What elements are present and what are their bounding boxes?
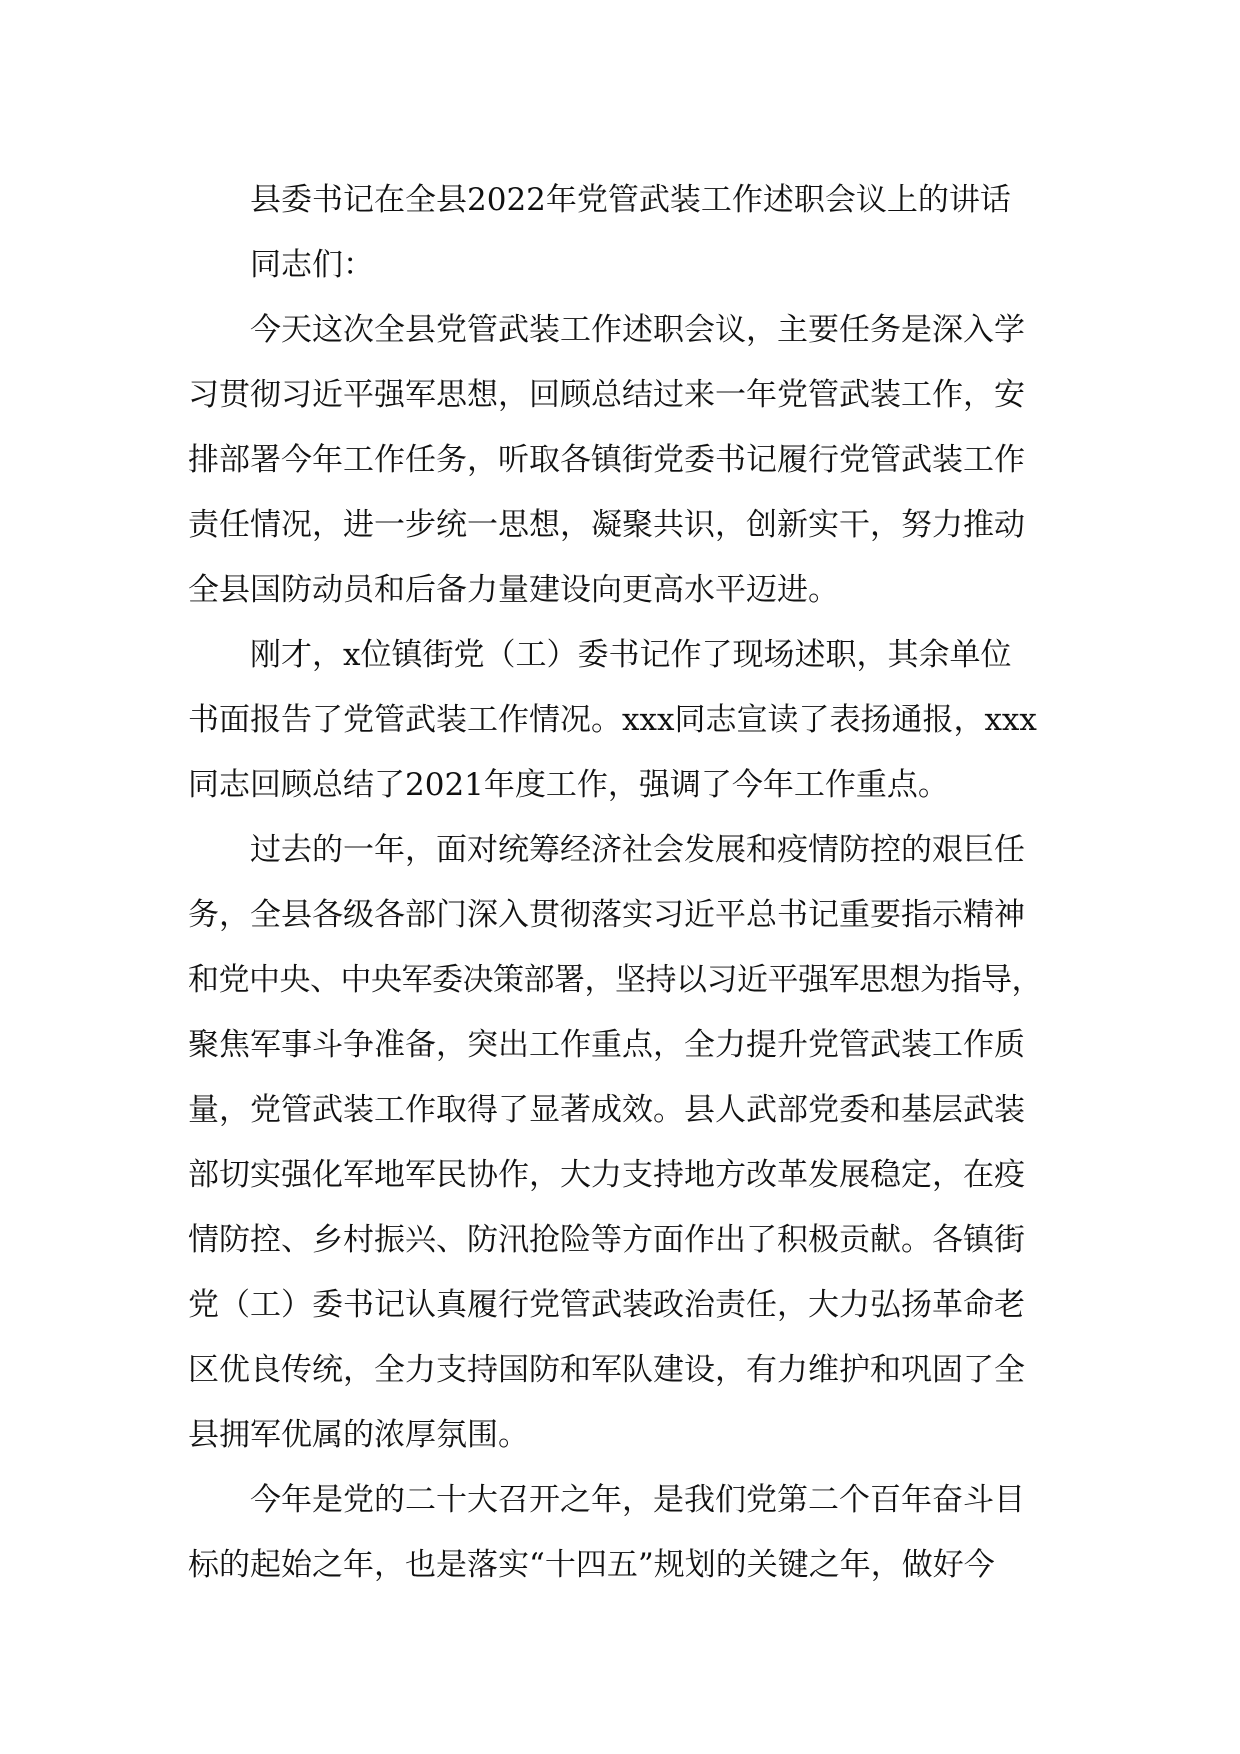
paragraph-line: 习贯彻习近平强军思想，回顾总结过来一年党管武装工作，安	[188, 377, 1025, 413]
paragraph-line: 部切实强化军地军民协作，大力支持地方改革发展稳定，在疫	[188, 1157, 1025, 1193]
paragraph-line: 区优良传统，全力支持国防和军队建设，有力维护和巩固了全	[188, 1352, 1025, 1388]
paragraph-line: 县拥军优属的浓厚氛围。	[188, 1417, 529, 1453]
paragraph-line: 聚焦军事斗争准备，突出工作重点，全力提升党管武装工作质	[188, 1027, 1025, 1063]
paragraph-line: 今天这次全县党管武装工作述职会议，主要任务是深入学	[250, 312, 1025, 348]
paragraph-line: 标的起始之年，也是落实“十四五”规划的关键之年，做好今	[188, 1547, 995, 1583]
paragraph-line: 党（工）委书记认真履行党管武装政治责任，大力弘扬革命老	[188, 1287, 1025, 1323]
paragraph-line: 量，党管武装工作取得了显著成效。县人武部党委和基层武装	[188, 1092, 1025, 1128]
paragraph-line: 过去的一年，面对统筹经济社会发展和疫情防控的艰巨任	[250, 832, 1025, 868]
paragraph-line: 情防控、乡村振兴、防汛抢险等方面作出了积极贡献。各镇街	[188, 1222, 1025, 1258]
paragraph-line: 排部署今年工作任务，听取各镇街党委书记履行党管武装工作	[188, 442, 1025, 478]
paragraph-line: 刚才，x位镇街党（工）委书记作了现场述职，其余单位	[250, 637, 1012, 673]
paragraph-line: 同志回顾总结了2021年度工作，强调了今年工作重点。	[188, 767, 949, 803]
paragraph-line: 全县国防动员和后备力量建设向更高水平迈进。	[188, 572, 839, 608]
paragraph-line: 责任情况，进一步统一思想，凝聚共识，创新实干，努力推动	[188, 507, 1025, 543]
paragraph-line: 和党中央、中央军委决策部署，坚持以习近平强军思想为指导，	[188, 962, 1042, 998]
paragraph-line: 书面报告了党管武装工作情况。xxx同志宣读了表扬通报，xxx	[188, 702, 1037, 738]
document-title: 县委书记在全县2022年党管武装工作述职会议上的讲话	[250, 182, 1011, 218]
paragraph-line: 今年是党的二十大召开之年，是我们党第二个百年奋斗目	[250, 1482, 1025, 1518]
document-body	[188, 168, 1068, 1598]
salutation: 同志们：	[250, 247, 374, 283]
paragraph-line: 务，全县各级各部门深入贯彻落实习近平总书记重要指示精神	[188, 897, 1025, 933]
